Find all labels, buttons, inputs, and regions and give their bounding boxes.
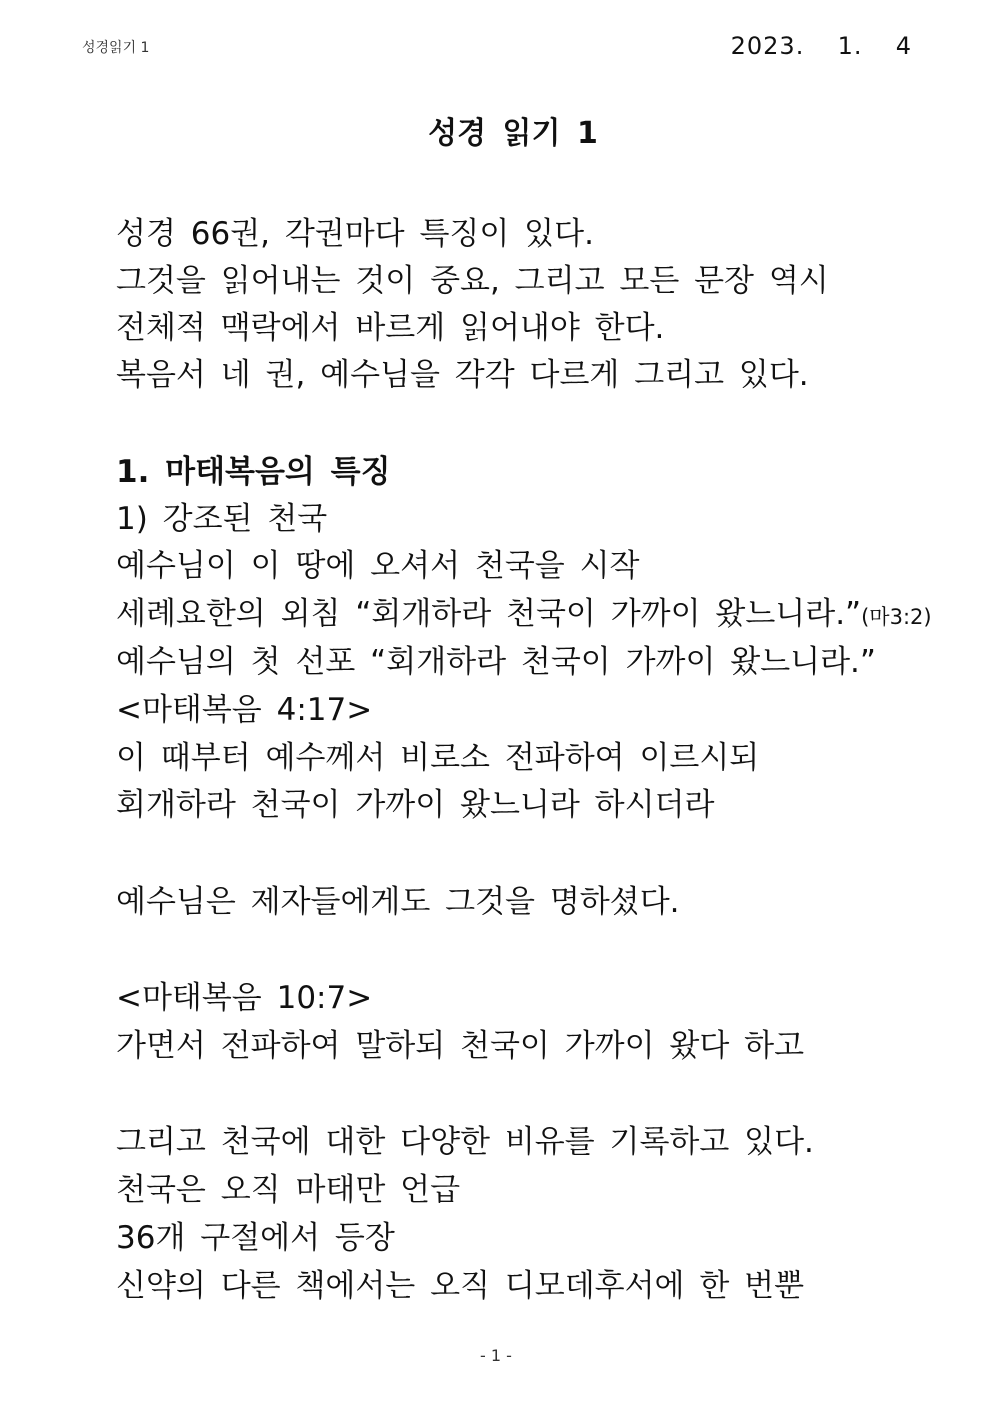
verse-line-4-17-a: 이 때부터 예수께서 비로소 전파하여 이르시되 — [116, 740, 760, 776]
section-heading: 1. 마태복음의 특징 — [116, 454, 391, 490]
body-line-disciples: 예수님은 제자들에게도 그것을 명하셨다. — [116, 884, 680, 920]
body-line-only-matthew: 천국은 오직 마태만 언급 — [116, 1172, 461, 1208]
body-line-kingdom-start: 예수님이 이 땅에 오셔서 천국을 시작 — [116, 548, 640, 584]
scripture-reference-mt-10-7: <마태복음 10:7> — [116, 980, 373, 1016]
verse-line-4-17-b: 회개하라 천국이 가까이 왔느니라 하시더라 — [116, 787, 715, 823]
running-header-title: 성경읽기 1 — [82, 40, 150, 56]
header-date: 2023. 1. 4 — [730, 32, 912, 60]
intro-line-2: 그것을 읽어내는 것이 중요, 그리고 모든 문장 역시 — [116, 263, 829, 299]
page-title: 성경 읽기 1 — [428, 116, 598, 151]
section-subheading: 1) 강조된 천국 — [116, 501, 328, 537]
body-line-timothy: 신약의 다른 책에서는 오직 디모데후서에 한 번뿐 — [116, 1268, 805, 1304]
john-baptist-quote: 세례요한의 외침 “회개하라 천국이 가까이 왔느니라.” — [116, 596, 862, 632]
intro-line-1: 성경 66권, 각권마다 특징이 있다. — [116, 216, 594, 252]
scripture-reference-mt-4-17: <마태복음 4:17> — [116, 692, 373, 728]
body-line-36-verses: 36개 구절에서 등장 — [116, 1220, 395, 1256]
intro-line-3: 전체적 맥락에서 바르게 읽어내야 한다. — [116, 310, 665, 346]
intro-line-4: 복음서 네 권, 예수님을 각각 다르게 그리고 있다. — [116, 357, 809, 393]
body-line-john-baptist — [116, 592, 932, 639]
verse-line-10-7: 가면서 전파하여 말하되 천국이 가까이 왔다 하고 — [116, 1028, 805, 1064]
body-line-parables: 그리고 천국에 대한 다양한 비유를 기록하고 있다. — [116, 1124, 814, 1160]
page-number: - 1 - — [480, 1346, 512, 1365]
body-line-jesus-proclamation: 예수님의 첫 선포 “회개하라 천국이 가까이 왔느니라.” — [116, 644, 876, 680]
scripture-reference-mt-3-2: (마3:2) — [861, 605, 932, 629]
